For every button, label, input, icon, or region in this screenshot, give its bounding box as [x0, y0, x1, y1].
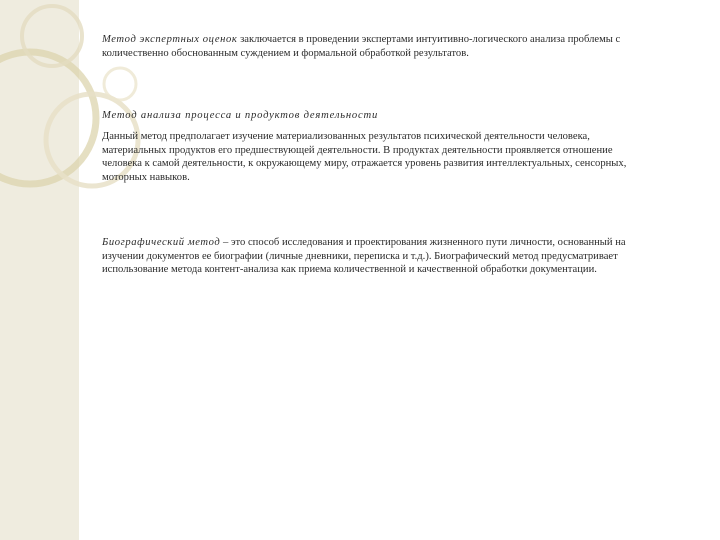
- biographic-method-paragraph: [102, 236, 647, 277]
- decor-ring-tiny: [104, 68, 136, 100]
- expert-method-paragraph: [102, 33, 647, 60]
- biographic-method-term: Биографический метод: [102, 237, 221, 248]
- biographic-method-text: – это способ исследования и проектирования жизненного пути личности, основанный на изучении документов ее биографии (личные дневники, переписка и т.д.). Биографический метод предусматривает использование метода контент-анализа как приема количественной и качественной обработки документации.: [102, 237, 626, 275]
- expert-method-text: заключается в проведении экспертами интуитивно-логического анализа проблемы с количественно обоснованным суждением и формальной обработкой результатов.: [102, 34, 621, 59]
- process-method-heading: Метод анализа процесса и продуктов деятельности: [102, 110, 379, 121]
- expert-method-term: Метод экспертных оценок: [102, 34, 238, 45]
- process-method-paragraph: [102, 130, 647, 184]
- process-method-text: Данный метод предполагает изучение материализованных результатов психической деятельности человека, материальных продуктов его предшествующей деятельности. В продуктах деятельности проявляется отношение человека к самой деятельности, к окружающему миру, отражается уровень развития интеллектуальных, сенсорных, моторных навыков.: [102, 131, 627, 183]
- left-decorative-band: [0, 0, 79, 540]
- process-method-heading-block: [102, 109, 647, 123]
